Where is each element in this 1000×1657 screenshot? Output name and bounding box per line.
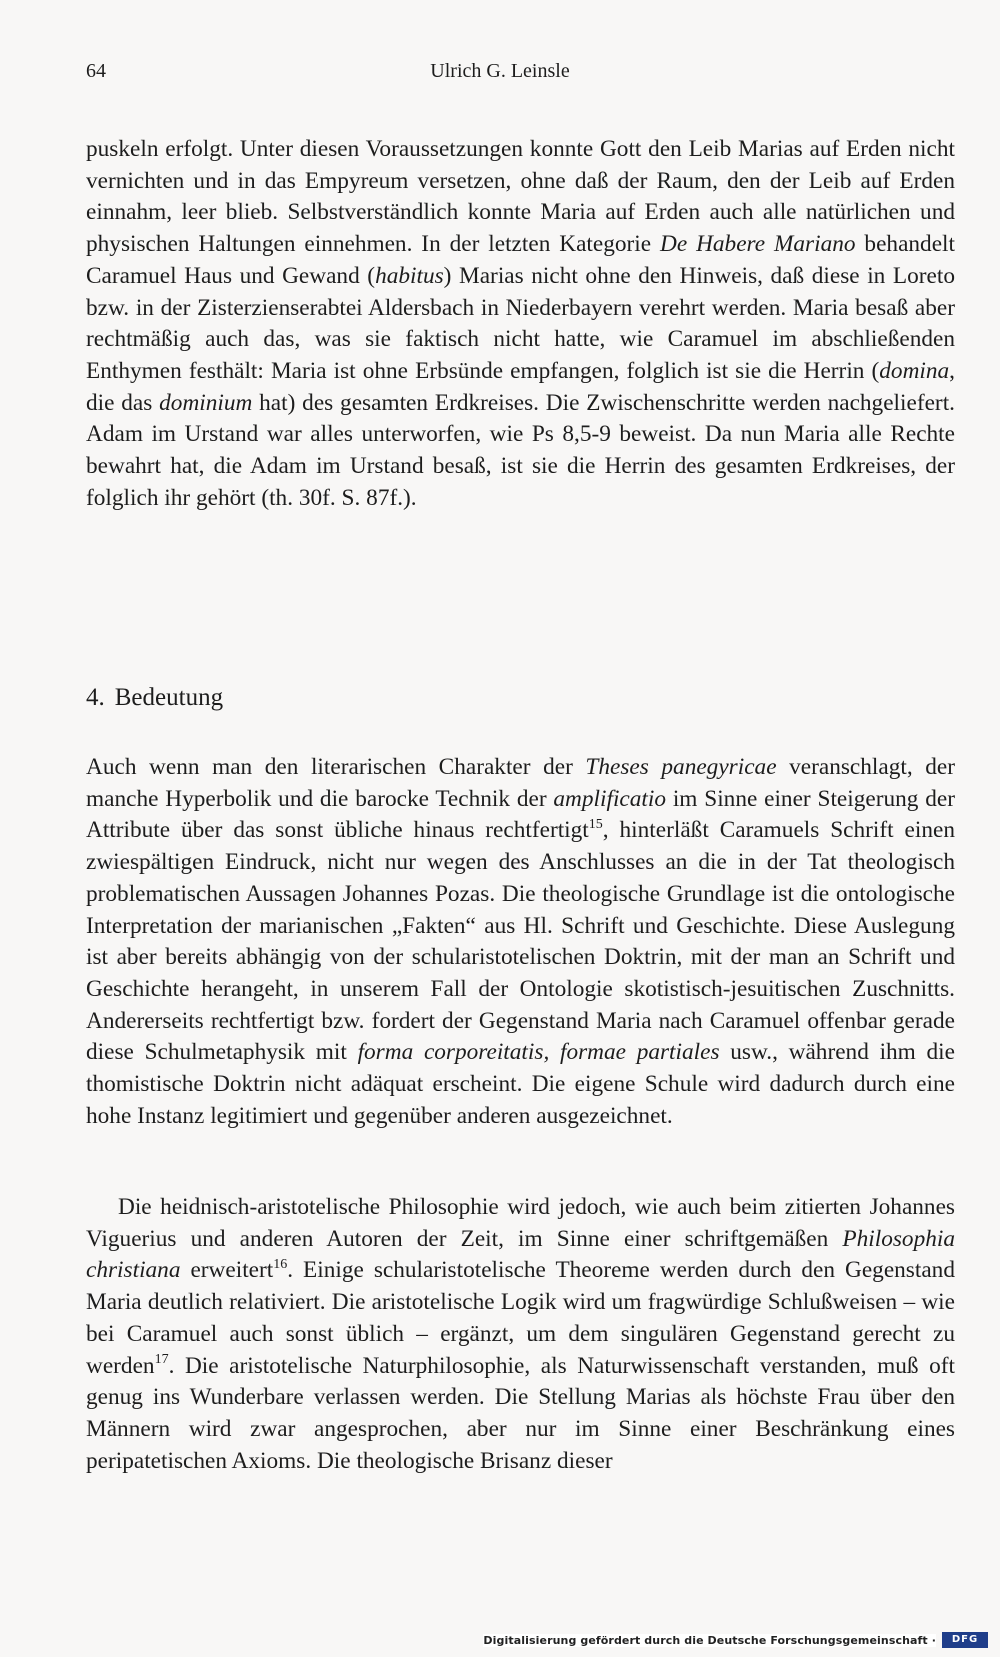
italic-title: De Habere Mariano [660,231,856,258]
page-number: 64 [86,60,106,82]
text-run: erweitert [180,1257,274,1284]
italic-term: habitus [375,262,444,289]
dfg-logo: DFG [942,1632,988,1648]
text-run: hat) des gesamten Erdkreises. Die Zwischenschritte werden nachgeliefert. Adam im Urstand war alles unterworfen, wie Ps 8,5-9 beweist. Da nun Maria alle Rechte bewahrt hat, die Adam im Urstand besaß, ist sie die Herrin des gesamten Erdkreises, der folglich ihr gehört (th. 30f. S. 87f.). [86,389,955,511]
body-paragraph-1 [86,134,955,514]
text-run: . Die aristotelische Naturphilosophie, als Naturwissenschaft verstanden, muß oft genug ins Wunderbare verlassen werden. Die Stellung Marias als höchste Frau über den Männern wird zwar angesprochen, aber nur im Sinne einer Beschränkung eines peripatetischen Axioms. Die theologische Brisanz dieser [86,1352,955,1474]
text-run: , die das [86,357,955,416]
italic-term: forma corporeitatis, formae partiales [357,1039,720,1066]
body-paragraph-2 [86,752,955,1132]
digitization-credit: Digitalisierung gefördert durch die Deutsche Forschungsgemeinschaft · [483,1634,936,1647]
italic-term: dominium [159,389,253,416]
italic-term: amplificatio [553,785,667,812]
italic-term: Philosophia christiana [86,1225,955,1284]
italic-term: domina [879,357,950,384]
section-title: Bedeutung [114,684,224,711]
text-run: usw., während ihm die thomistische Doktrin nicht adäquat erscheint. Die eigene Schule wird dadurch durch eine hohe Instanz legitimiert und gegenüber anderen ausgezeichnet. [86,1039,955,1129]
footnote-marker: 16 [273,1256,288,1272]
footnote-marker: 15 [588,816,603,832]
text-run: im Sinne einer Steigerung der Attribute über das sonst übliche hinaus rechtfertigt [86,785,955,844]
text-run: puskeln erfolgt. Unter diesen Voraussetzungen konnte Gott den Leib Marias auf Erden nicht vernichten und in das Empyreum versetzen, ohne daß der Raum, den der Leib auf Erden einnahm, leer blieb. Selbstverständlich konnte Maria auf Erden auch alle natürlichen und physischen Haltungen einnehmen. In der letzten Kategorie [86,136,955,258]
text-run: , hinterläßt Caramuels Schrift einen zwiespältigen Eindruck, nicht nur wegen des Anschlusses an die in der Tat theologisch problematischen Aussagen Johannes Pozas. Die theologische Grundlage ist die ontologische Interpretation der marianischen „Fakten“ aus Hl. Schrift und Geschichte. Diese Auslegung ist aber bereits abhängig von der schularistotelischen Doktrin, mit der man an Schrift und Geschichte herangeht, in unserem Fall der Ontologie skotistisch-jesuitischen Zuschnitts. Andererseits rechtfertigt bzw. fordert der Gegenstand Maria nach Caramuel offenbar gerade diese Schulmetaphysik mit [86,817,955,1066]
running-head: Ulrich G. Leinsle [430,60,570,82]
section-number: 4. [86,684,105,711]
body-paragraph-3 [86,1192,955,1477]
text-run: veranschlagt, der manche Hyperbolik und die barocke Technik der [86,754,955,812]
text-run: behandelt Caramuel Haus und Gewand ( [86,231,955,289]
footnote-marker: 17 [154,1351,169,1367]
text-run: . Einige schularistotelische Theoreme werden durch den Gegenstand Maria deutlich relativiert. Die aristotelische Logik wird um fragwürdige Schlußweisen – wie bei Caramuel auch sonst üblich – ergänzt, um dem singulären Gegenstand gerecht zu werden [86,1257,955,1379]
text-run: Die heidnisch-aristotelische Philosophie wird jedoch, wie auch beim zitierten Johannes Viguerius und anderen Autoren der Zeit, im Sinne einer schriftgemäßen [86,1194,955,1252]
text-run: ) Marias nicht ohne den Hinweis, daß diese in Loreto bzw. in der Zisterzienserabtei Aldersbach in Niederbayern verehrt werden. Maria besaß aber rechtmäßig auch das, was sie faktisch nicht hatte, wie Caramuel im abschließenden Enthymen festhält: Maria ist ohne Erbsünde empfangen, folglich ist sie die Herrin ( [86,262,955,384]
section-heading [86,684,223,712]
italic-title: Theses panegyricae [585,754,777,780]
text-run: Auch wenn man den literarischen Charakter der [86,754,586,780]
